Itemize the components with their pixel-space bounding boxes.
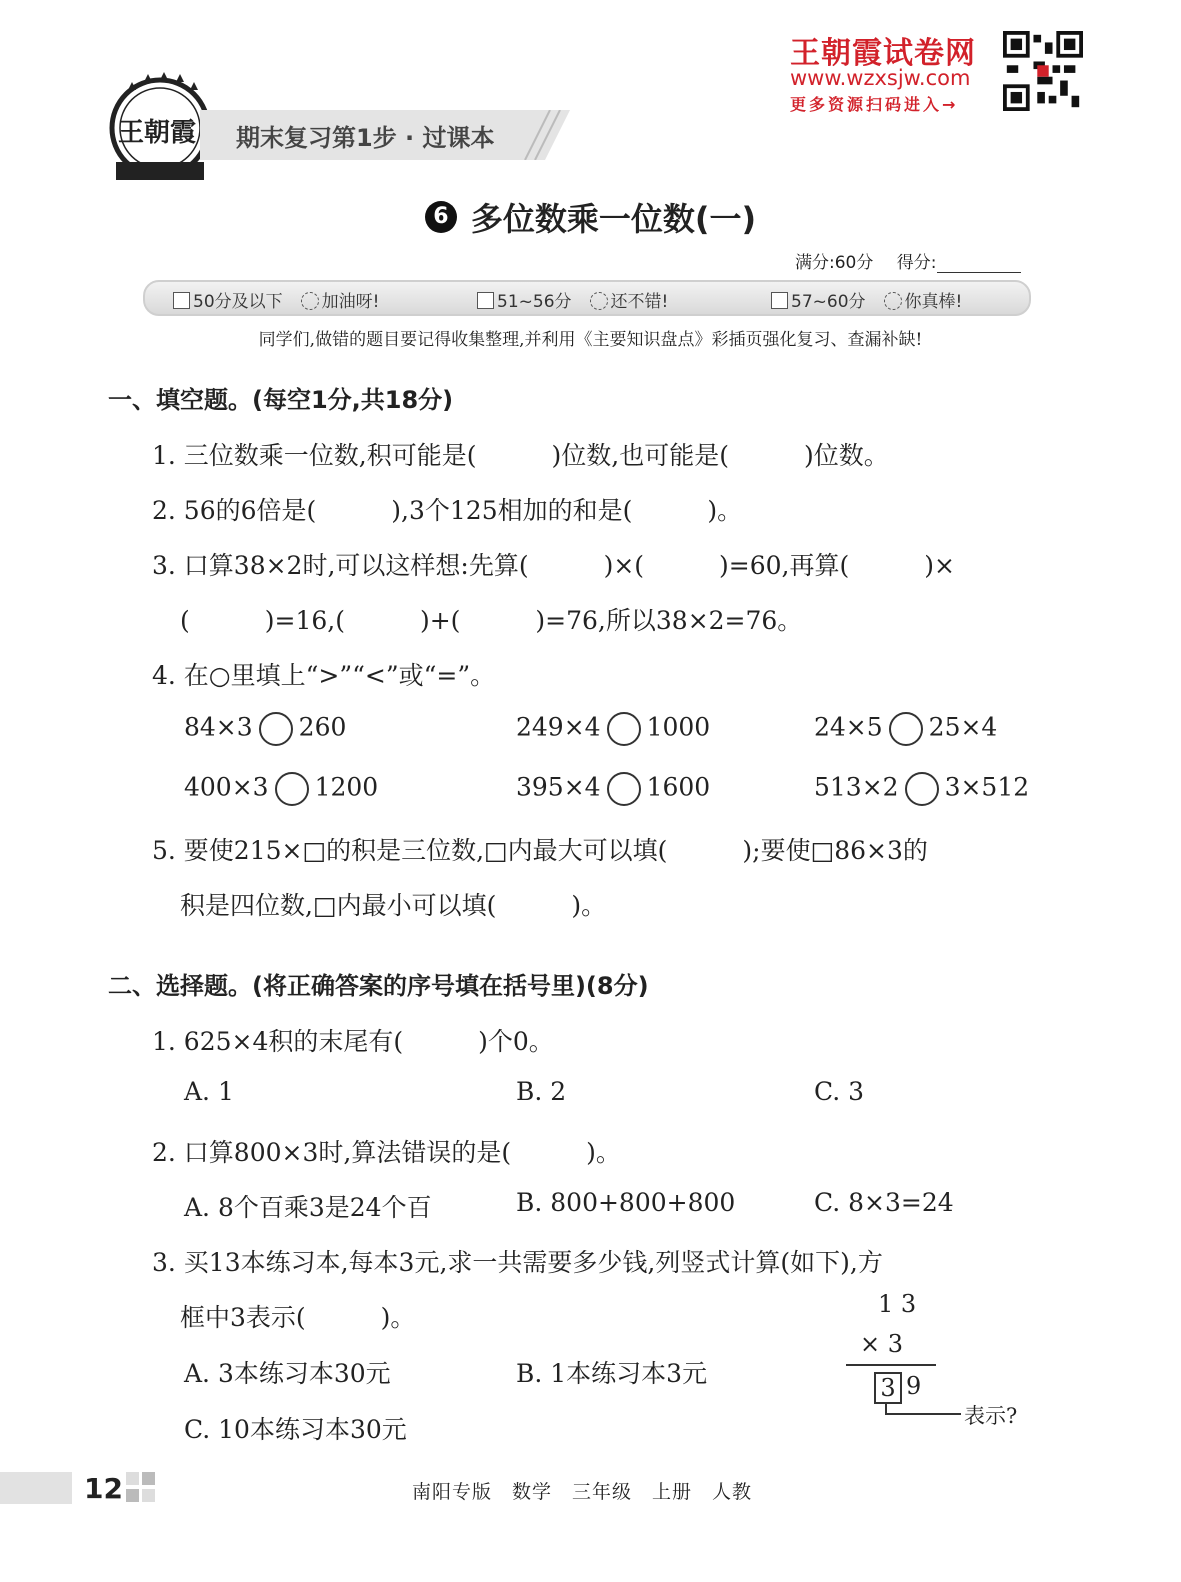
option-c: C. 8×3=24 bbox=[814, 1188, 954, 1217]
brand-url[interactable]: www.wzxsjw.com bbox=[790, 66, 971, 90]
compare-circle[interactable] bbox=[607, 772, 641, 806]
rating-checkbox[interactable] bbox=[173, 292, 190, 309]
option-a: A. 3本练习本30元 bbox=[184, 1359, 391, 1388]
calc-rest-digit: 9 bbox=[906, 1372, 922, 1400]
compare-item: 84×3 260 bbox=[184, 712, 346, 746]
calc-pointer-h bbox=[885, 1413, 961, 1415]
cheer-face-icon bbox=[301, 292, 319, 310]
page-title bbox=[0, 194, 1181, 240]
score-field[interactable] bbox=[937, 256, 1021, 273]
option-b: B. 800+800+800 bbox=[516, 1188, 736, 1217]
vertical-calculation bbox=[846, 1290, 1046, 1440]
brand-title: 王朝霞试卷网 bbox=[790, 36, 976, 71]
rating-item bbox=[771, 287, 962, 312]
full-score: 满分:60分 bbox=[795, 253, 874, 273]
rating-bar bbox=[143, 280, 1031, 316]
footer-decoration bbox=[126, 1472, 156, 1504]
qr-code-icon[interactable] bbox=[1003, 31, 1083, 111]
logo-text: 王朝霞 bbox=[118, 118, 197, 148]
compare-circle[interactable] bbox=[905, 772, 939, 806]
rating-checkbox[interactable] bbox=[771, 292, 788, 309]
compare-item: 395×4 1600 bbox=[516, 772, 710, 806]
calc-top: 1 3 bbox=[878, 1290, 917, 1318]
rating-item bbox=[173, 287, 379, 312]
compare-circle[interactable] bbox=[275, 772, 309, 806]
lesson-number: 6 bbox=[425, 201, 457, 233]
rating-range: 51~56分 bbox=[497, 292, 572, 312]
s1-question-3-line2: ( )=16,( )+( )=76,所以38×2=76。 bbox=[180, 606, 803, 635]
smile-face-icon bbox=[590, 292, 608, 310]
compare-circle[interactable] bbox=[259, 712, 293, 746]
score-line bbox=[795, 248, 1021, 273]
banner-text: 期末复习第1步 · 过课本 bbox=[236, 124, 495, 152]
compare-item: 513×2 3×512 bbox=[814, 772, 1029, 806]
compare-circle[interactable] bbox=[889, 712, 923, 746]
calc-line bbox=[846, 1364, 936, 1366]
s1-question-4: 4. 在○里填上“>”“<”或“=”。 bbox=[152, 661, 496, 690]
s2-question-3-line2: 框中3表示( )。 bbox=[180, 1303, 416, 1332]
compare-item: 400×3 1200 bbox=[184, 772, 378, 806]
review-note: 同学们,做错的题目要记得收集整理,并利用《主要知识盘点》彩插页强化复习、查漏补缺! bbox=[258, 330, 923, 350]
s1-question-1: 1. 三位数乘一位数,积可能是( )位数,也可能是( )位数。 bbox=[152, 441, 889, 470]
option-a: A. 8个百乘3是24个百 bbox=[184, 1193, 432, 1222]
compare-item: 24×5 25×4 bbox=[814, 712, 997, 746]
compare-item: 249×4 1000 bbox=[516, 712, 710, 746]
s1-question-5-line2: 积是四位数,□内最小可以填( )。 bbox=[180, 891, 607, 920]
calc-operator: × 3 bbox=[860, 1330, 904, 1358]
option-b: B. 1本练习本3元 bbox=[516, 1359, 708, 1388]
score-label: 得分: bbox=[896, 253, 937, 273]
rating-message: 加油呀! bbox=[321, 292, 380, 312]
lesson-title: 多位数乘一位数(一) bbox=[470, 200, 757, 238]
section-2-title: 二、选择题。(将正确答案的序号填在括号里)(8分) bbox=[108, 972, 649, 1000]
option-a: A. 1 bbox=[184, 1077, 234, 1106]
page-number: 12 bbox=[84, 1472, 123, 1505]
section-1-title: 一、填空题。(每空1分,共18分) bbox=[108, 386, 454, 414]
rating-range: 57~60分 bbox=[791, 292, 866, 312]
rating-checkbox[interactable] bbox=[477, 292, 494, 309]
happy-face-icon bbox=[884, 292, 902, 310]
s2-question-2: 2. 口算800×3时,算法错误的是( )。 bbox=[152, 1138, 621, 1167]
calc-label: 表示? bbox=[964, 1404, 1018, 1428]
footer-info: 南阳专版 数学 三年级 上册 人教 bbox=[412, 1481, 753, 1503]
rating-range: 50分及以下 bbox=[193, 292, 283, 312]
brand-scan-text: 更多资源扫码进入→ bbox=[790, 95, 959, 114]
calc-boxed-digit: 3 bbox=[874, 1372, 902, 1404]
option-c: C. 10本练习本30元 bbox=[184, 1415, 407, 1444]
s1-question-2: 2. 56的6倍是( ),3个125相加的和是( )。 bbox=[152, 496, 743, 525]
option-b: B. 2 bbox=[516, 1077, 567, 1106]
compare-circle[interactable] bbox=[607, 712, 641, 746]
s2-question-3-line1: 3. 买13本练习本,每本3元,求一共需要多少钱,列竖式计算(如下),方 bbox=[152, 1248, 883, 1277]
s1-question-5-line1: 5. 要使215×□的积是三位数,□内最大可以填( );要使□86×3的 bbox=[152, 836, 928, 865]
rating-message: 你真棒! bbox=[904, 292, 963, 312]
option-c: C. 3 bbox=[814, 1077, 865, 1106]
s1-question-3-line1: 3. 口算38×2时,可以这样想:先算( )×( )=60,再算( )× bbox=[152, 551, 955, 580]
rating-message: 还不错! bbox=[610, 292, 669, 312]
rating-item bbox=[477, 287, 668, 312]
footer-bar bbox=[0, 1472, 72, 1504]
s2-question-1: 1. 625×4积的末尾有( )个0。 bbox=[152, 1027, 554, 1056]
